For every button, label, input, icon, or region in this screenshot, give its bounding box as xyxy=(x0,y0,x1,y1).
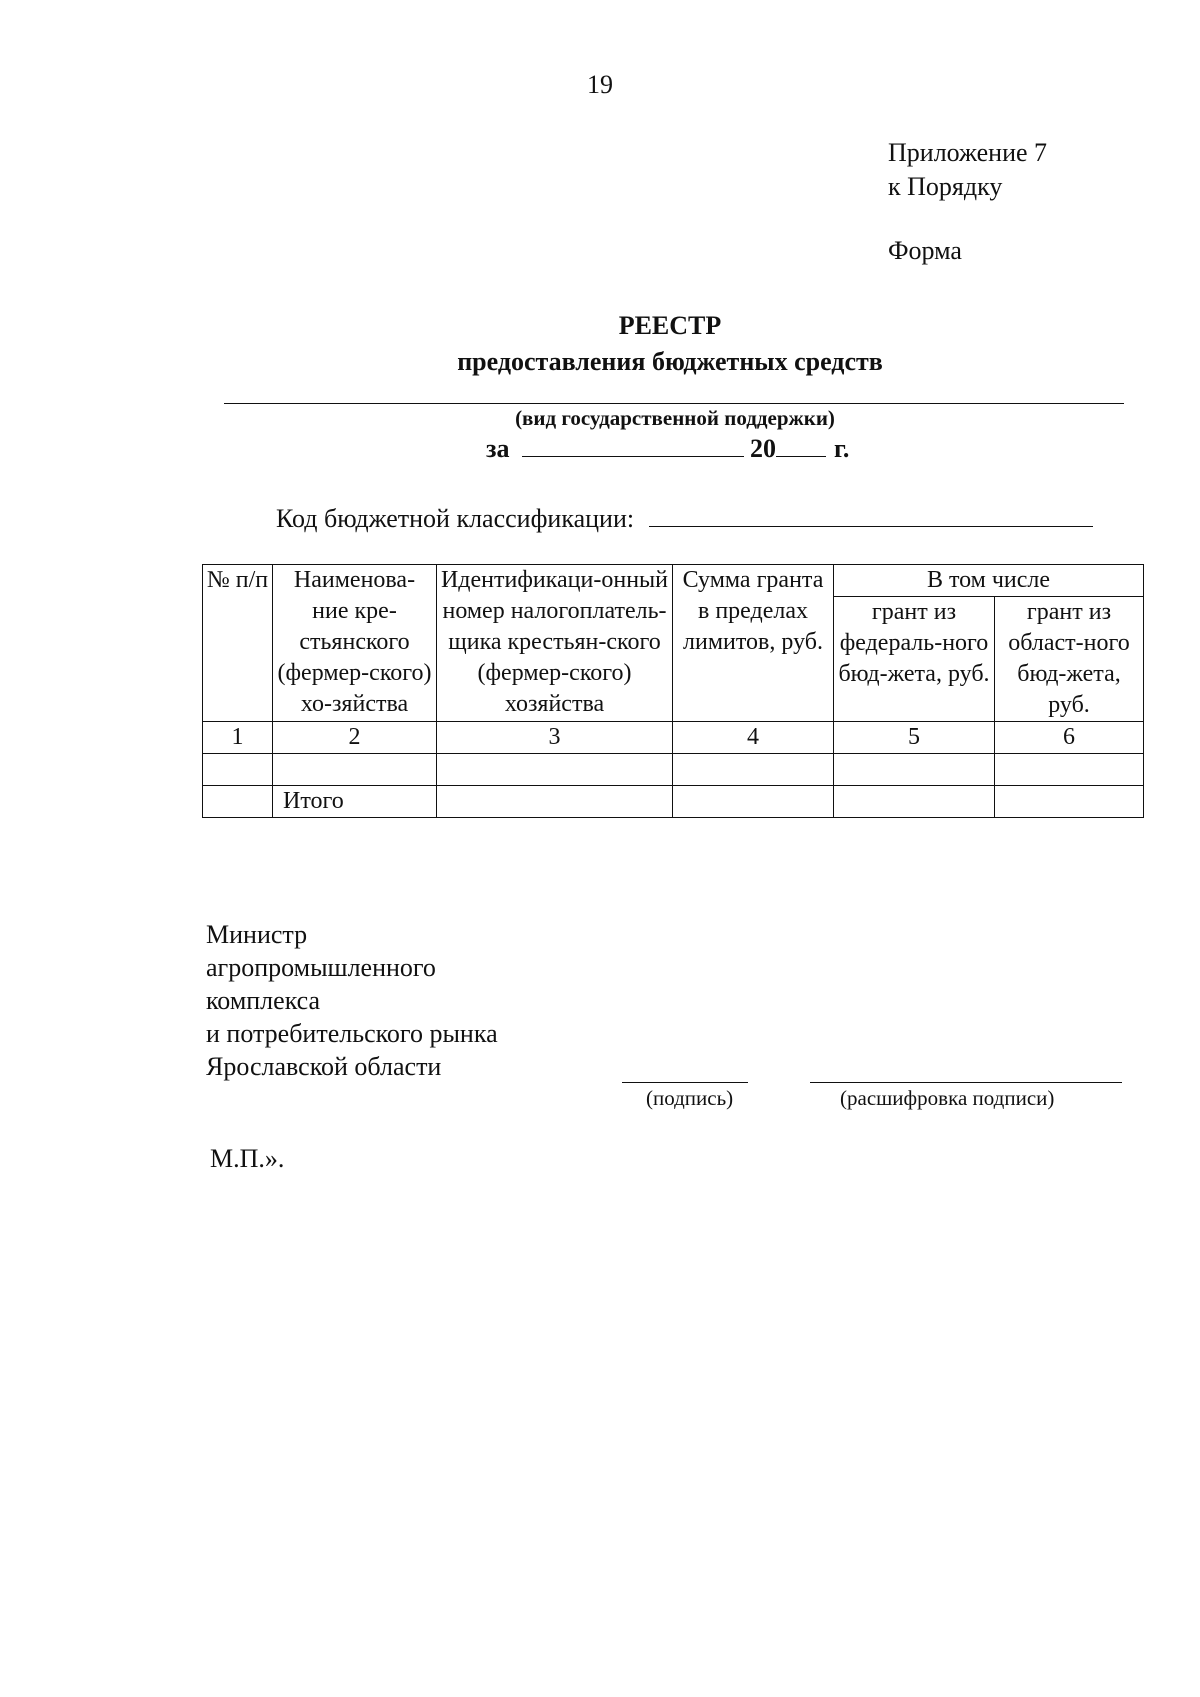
form-label: Форма xyxy=(888,236,962,265)
table-cell xyxy=(995,786,1144,818)
appendix-line-1: Приложение 7 xyxy=(888,138,1048,167)
budget-code-blank xyxy=(649,502,1093,527)
period-year-prefix: 20 xyxy=(749,434,776,463)
header-federal-grant: грант из федераль-ного бюд-жета, руб. xyxy=(834,597,995,722)
signature-decode-caption: (расшифровка подписи) xyxy=(840,1086,1055,1110)
table-row xyxy=(203,754,1144,786)
stamp-note: М.П.». xyxy=(210,1144,285,1173)
table-cell xyxy=(834,786,995,818)
table-cell xyxy=(203,754,273,786)
support-type-caption: (вид государственной поддержки) xyxy=(515,406,835,430)
column-number: 3 xyxy=(437,722,673,754)
signatory-line: комплекса xyxy=(206,986,321,1015)
total-label: Итого xyxy=(273,786,437,818)
header-num: № п/п xyxy=(203,565,273,722)
registry-table xyxy=(202,564,1144,818)
signature-caption: (подпись) xyxy=(646,1086,734,1110)
table-cell xyxy=(673,786,834,818)
column-number: 6 xyxy=(995,722,1144,754)
header-farm-name: Наименова-ние кре-стьянского (фермер-ского) хо-зяйства xyxy=(273,565,437,722)
table-cell xyxy=(437,786,673,818)
table-cell xyxy=(437,754,673,786)
signature-line xyxy=(622,1082,748,1083)
signatory-line: Ярославской области xyxy=(206,1052,442,1081)
table-cell xyxy=(995,754,1144,786)
budget-code-label: Код бюджетной классификации: xyxy=(276,504,635,533)
column-number-row xyxy=(203,722,1144,754)
period-row xyxy=(486,432,849,464)
support-type-blank-line xyxy=(224,403,1124,404)
period-blank xyxy=(522,432,744,457)
appendix-note xyxy=(888,136,1047,204)
header-grant-sum: Сумма гранта в пределах лимитов, руб. xyxy=(673,565,834,722)
signatory-line: и потребительского рынка xyxy=(206,1019,498,1048)
signatory-line: Министр xyxy=(206,920,308,949)
signatory-title xyxy=(206,918,498,1083)
year-blank xyxy=(776,432,826,457)
table-cell xyxy=(273,754,437,786)
page-number: 19 xyxy=(587,70,613,99)
table-cell xyxy=(203,786,273,818)
header-row xyxy=(203,565,1144,597)
signature-decode-line xyxy=(810,1082,1122,1083)
header-regional-grant: грант из област-ного бюд-жета, руб. xyxy=(995,597,1144,722)
column-number: 2 xyxy=(273,722,437,754)
budget-code-row xyxy=(276,502,1093,534)
signatory-line: агропромышленного xyxy=(206,953,436,982)
column-number: 1 xyxy=(203,722,273,754)
title-main: РЕЕСТР xyxy=(618,311,722,340)
document-title xyxy=(0,308,1200,380)
appendix-line-2: к Порядку xyxy=(888,172,1003,201)
total-row xyxy=(203,786,1144,818)
header-including: В том числе xyxy=(834,565,1144,597)
period-year-suffix: г. xyxy=(833,434,850,463)
header-inn: Идентификаци-онный номер налогоплатель-щика крестьян-ского (фермер-ского) хозяйства xyxy=(437,565,673,722)
title-sub: предоставления бюджетных средств xyxy=(457,347,883,376)
table-cell xyxy=(834,754,995,786)
table-cell xyxy=(673,754,834,786)
column-number: 5 xyxy=(834,722,995,754)
column-number: 4 xyxy=(673,722,834,754)
period-prefix: за xyxy=(486,434,510,463)
